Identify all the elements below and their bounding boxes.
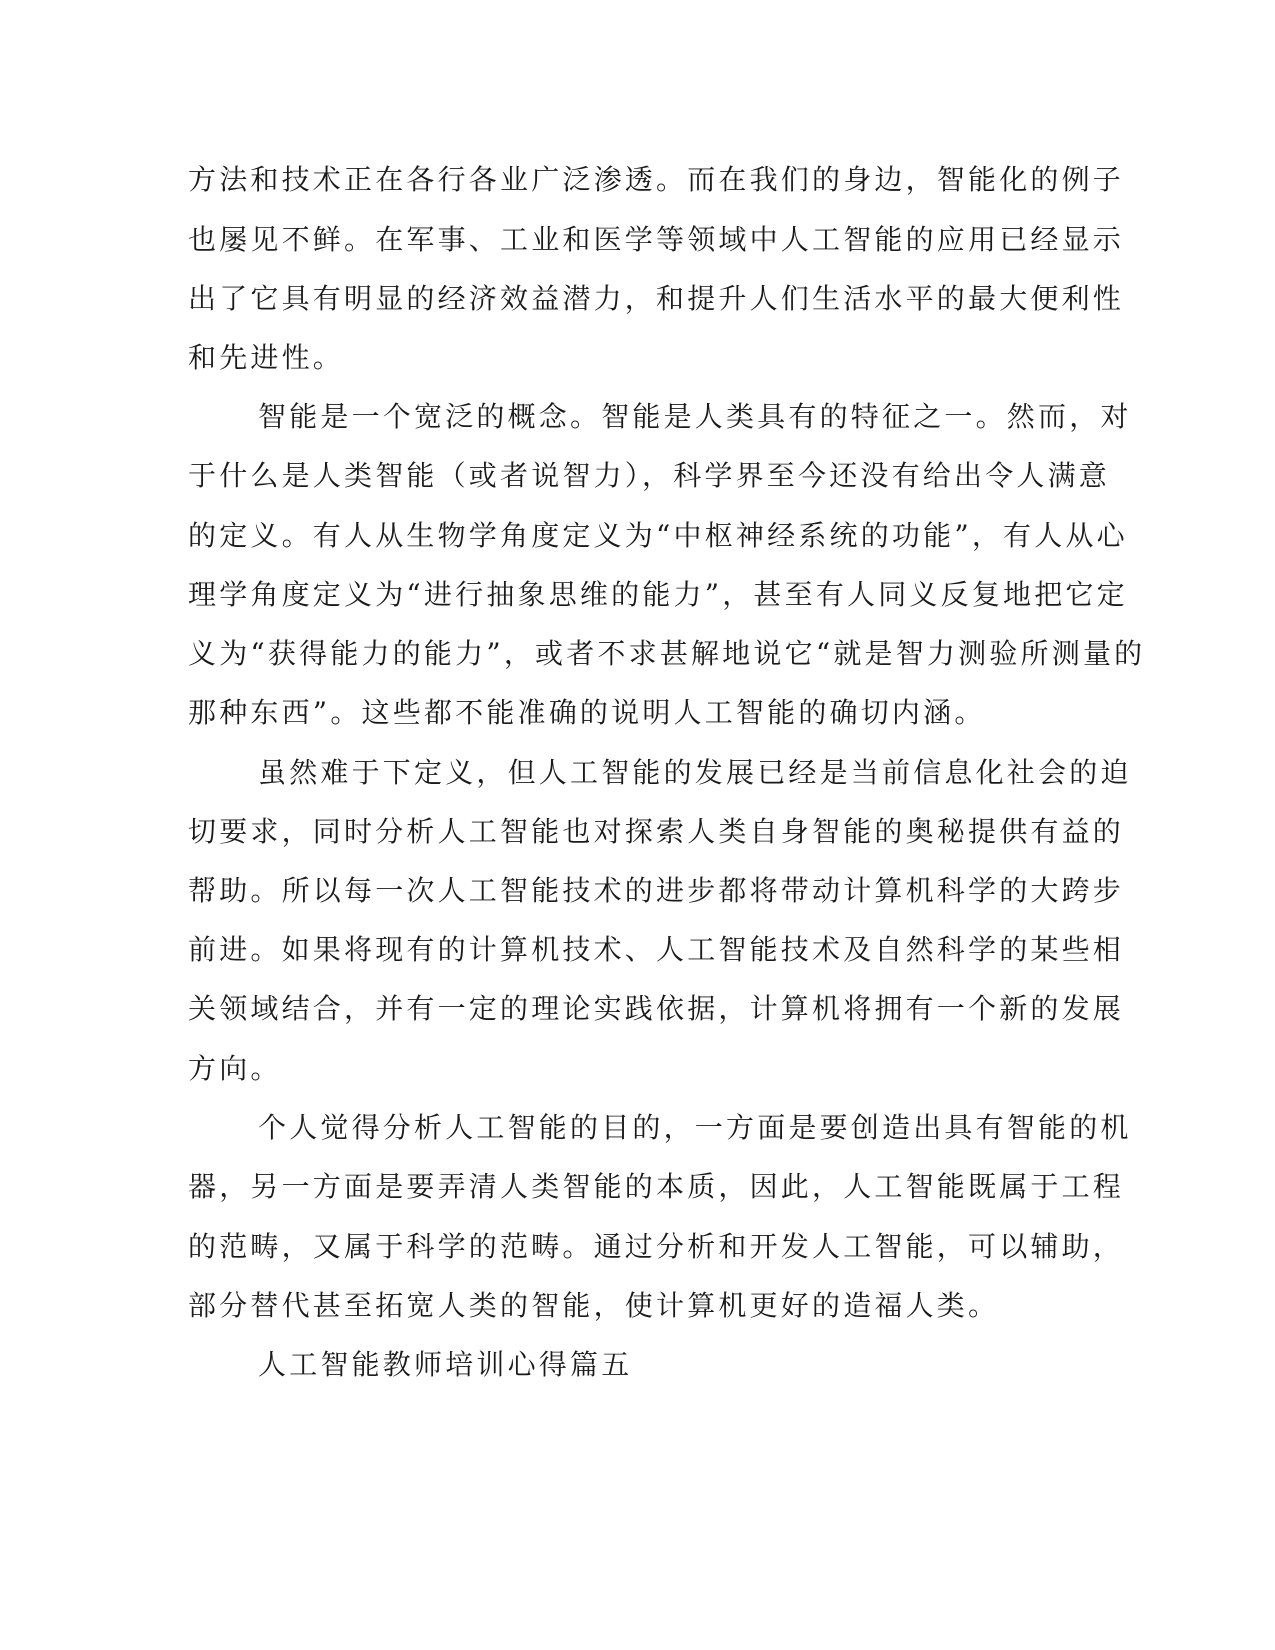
paragraph-4-line-4: 部分替代甚至拓宽人类的智能，使计算机更好的造福人类。 xyxy=(188,1289,1000,1322)
paragraph-2-line-3: 的定义。有人从生物学角度定义为“中枢神经系统的功能”，有人从心 xyxy=(188,519,1128,552)
paragraph-2-line-1: 智能是一个宽泛的概念。智能是人类具有的特征之一。然而，对 xyxy=(258,400,1132,433)
paragraph-1-line-3: 出了它具有明显的经济效益潜力，和提升人们生活水平的最大便利性 xyxy=(188,282,1125,315)
paragraph-1-line-1: 方法和技术正在各行各业广泛渗透。而在我们的身边，智能化的例子 xyxy=(188,163,1125,196)
paragraph-3-line-4: 前进。如果将现有的计算机技术、人工智能技术及自然科学的某些相 xyxy=(188,933,1125,966)
paragraph-4-line-1: 个人觉得分析人工智能的目的，一方面是要创造出具有智能的机 xyxy=(258,1111,1132,1144)
paragraph-3-line-2: 切要求，同时分析人工智能也对探索人类自身智能的奥秘提供有益的 xyxy=(188,815,1125,848)
paragraph-1-line-2: 也屡见不鲜。在军事、工业和医学等领域中人工智能的应用已经显示 xyxy=(188,223,1125,256)
paragraph-3-line-1: 虽然难于下定义，但人工智能的发展已经是当前信息化社会的迫 xyxy=(258,756,1132,789)
paragraph-3-line-3: 帮助。所以每一次人工智能技术的进步都将带动计算机科学的大跨步 xyxy=(188,874,1125,907)
paragraph-2-line-4: 理学角度定义为“进行抽象思维的能力”，甚至有人同义反复地把它定 xyxy=(188,578,1128,611)
paragraph-3-line-5: 关领域结合，并有一定的理论实践依据，计算机将拥有一个新的发展 xyxy=(188,992,1125,1025)
paragraph-2-line-5: 义为“获得能力的能力”，或者不求甚解地说它“就是智力测验所测量的 xyxy=(188,637,1146,670)
paragraph-4-line-2: 器，另一方面是要弄清人类智能的本质，因此，人工智能既属于工程 xyxy=(188,1170,1125,1203)
paragraph-4-line-3: 的范畴，又属于科学的范畴。通过分析和开发人工智能，可以辅助， xyxy=(188,1230,1125,1263)
section-heading: 人工智能教师培训心得篇五 xyxy=(258,1348,633,1381)
paragraph-1-line-4: 和先进性。 xyxy=(188,341,345,374)
paragraph-2-line-6: 那种东西”。这些都不能准确的说明人工智能的确切内涵。 xyxy=(188,696,986,729)
paragraph-2-line-2: 于什么是人类智能（或者说智力），科学界至今还没有给出令人满意 xyxy=(188,459,1111,492)
paragraph-3-line-6: 方向。 xyxy=(188,1052,282,1085)
